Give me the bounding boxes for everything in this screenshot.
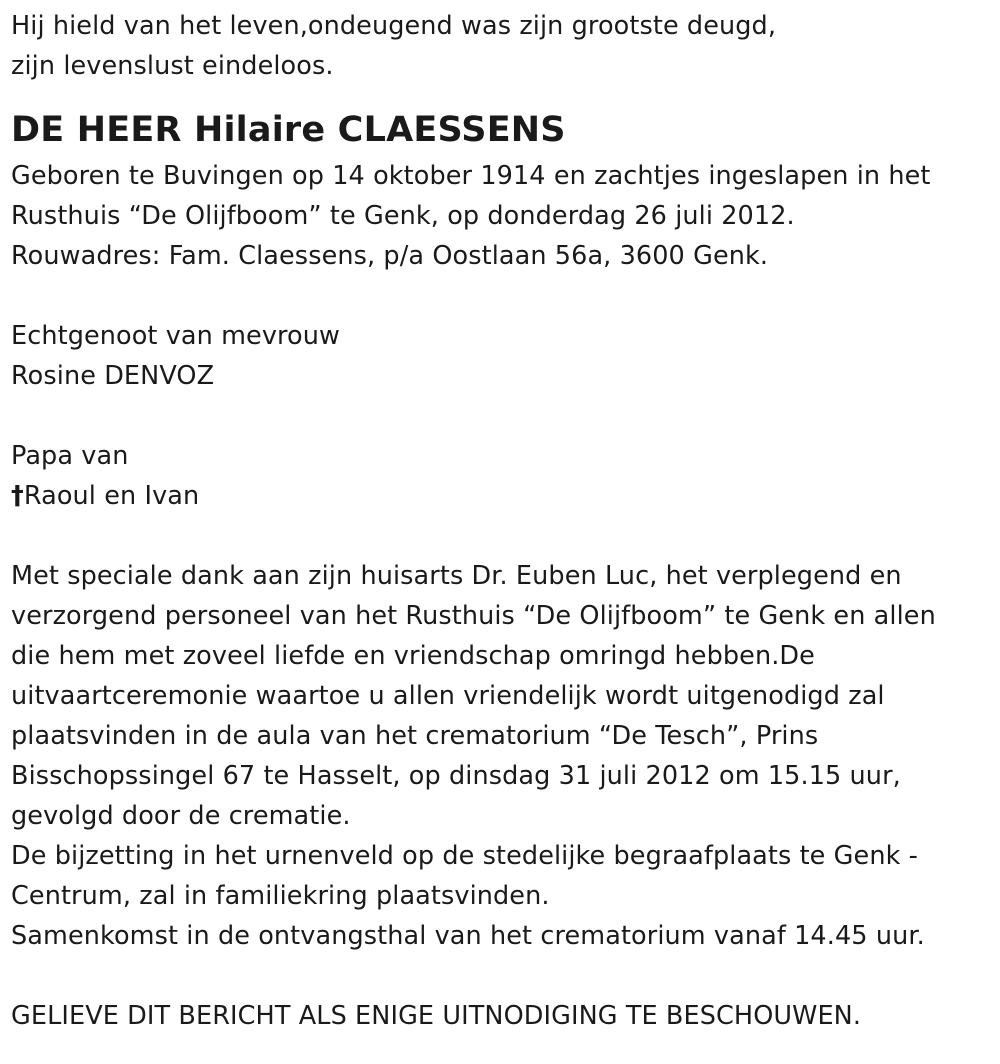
address-line: Rouwadres: Fam. Claessens, p/a Oostlaan 56a, 3600 Genk.	[11, 241, 769, 271]
birth-info-line: Geboren te Buvingen op 14 oktober 1914 en zachtjes ingeslapen in het	[11, 161, 931, 191]
ceremony-line: Bisschopssingel 67 te Hasselt, op dinsdag 31 juli 2012 om 15.15 uur,	[11, 761, 901, 791]
ceremony-section	[11, 556, 991, 956]
ceremony-line: uitvaartceremonie waartoe u allen vriendelijk wordt uitgenodigd zal	[11, 681, 885, 711]
ceremony-line: De bijzetting in het urnenveld op de stedelijke begraafplaats te Genk -	[11, 841, 918, 871]
obituary-notice	[11, 6, 991, 1036]
children-names-line	[11, 476, 991, 516]
spouse-section	[11, 316, 991, 396]
motto	[11, 6, 991, 86]
ceremony-line: plaatsvinden in de aula van het crematorium “De Tesch”, Prins	[11, 721, 819, 751]
ceremony-line: Samenkomst in de ontvangsthal van het crematorium vanaf 14.45 uur.	[11, 921, 925, 951]
spacer	[11, 516, 991, 556]
cross-icon: †	[11, 481, 24, 511]
ceremony-line: die hem met zoveel liefde en vriendschap omringd hebben.De	[11, 641, 815, 671]
ceremony-line: verzorgend personeel van het Rusthuis “De Olijfboom” te Genk en allen	[11, 601, 936, 631]
children-heading: Papa van	[11, 441, 129, 471]
spouse-name: Rosine DENVOZ	[11, 361, 215, 391]
spacer	[11, 396, 991, 436]
closing-notice: GELIEVE DIT BERICHT ALS ENIGE UITNODIGING TE BESCHOUWEN.	[11, 1001, 862, 1031]
children-names: Raoul en Ivan	[23, 481, 200, 511]
deceased-name-title: DE HEER Hilaire CLAESSENS	[11, 110, 566, 150]
spouse-heading: Echtgenoot van mevrouw	[11, 321, 340, 351]
spacer	[11, 956, 991, 996]
spacer	[11, 276, 991, 316]
children-section	[11, 436, 991, 516]
motto-line: zijn levenslust eindeloos.	[11, 51, 334, 81]
ceremony-line: Met speciale dank aan zijn huisarts Dr. Euben Luc, het verplegend en	[11, 561, 902, 591]
birth-info	[11, 156, 991, 276]
birth-info-line: Rusthuis “De Olijfboom” te Genk, op donderdag 26 juli 2012.	[11, 201, 795, 231]
motto-line: Hij hield van het leven,ondeugend was zijn grootste deugd,	[11, 11, 777, 41]
ceremony-line: gevolgd door de crematie.	[11, 801, 351, 831]
ceremony-line: Centrum, zal in familiekring plaatsvinden.	[11, 881, 550, 911]
